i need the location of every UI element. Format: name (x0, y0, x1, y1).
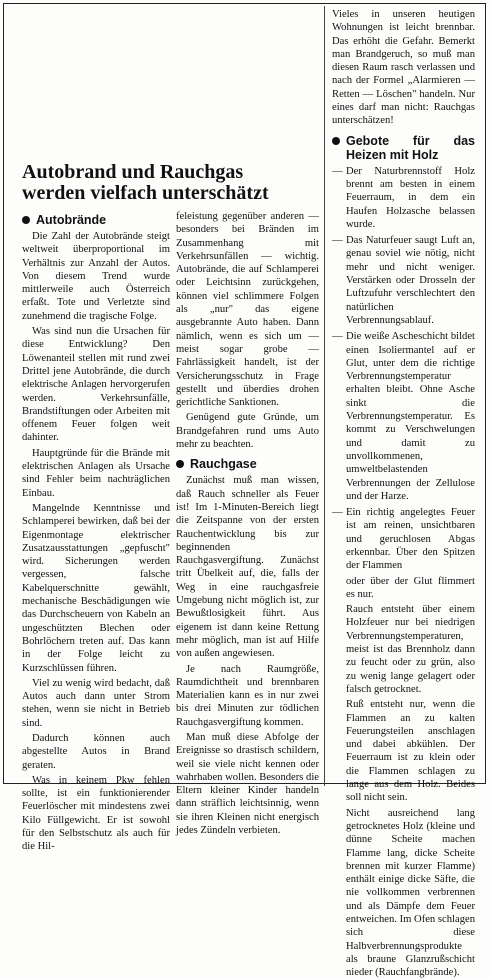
list-item: — Die weiße Ascheschicht bildet einen Isoliermantel auf er Glut, unter dem die richtige Verbrennungstemperatur erhalten bleibt. Ohne Asche sinkt die Verbrennungstemperatur. Es kommt zu Verschwelungen und damit zu unvollkommenen, umweltbelastenden Verbrennungen der Zellulose und der Harze. (332, 331, 475, 502)
section-title: Rauchgase (190, 457, 257, 472)
column-divider (324, 6, 325, 786)
paragraph: Man muß diese Abfolge der Ereignisse so drastisch schildern, weil sie viele nicht kennen oder wahrhaben wollen. Besonders die Eltern kleiner Kinder handeln dann sträflich leichtsinnig, wenn sie ihren Kleinen nicht energisch jedes Zündeln verbieten. (176, 731, 319, 837)
paragraph: Die Zahl der Autobrände steigt weltweit überproportional im Verhältnis zur Anzahl der Autos. Von diesem Trend wurde mittlerweile auch Österreich erfaßt. Tote und Verletzte sind zunehmend die tragische Folge. (22, 231, 170, 322)
paragraph: Zunächst muß man wissen, daß Rauch schneller als Feuer ist! Im 1-Minuten-Bereich liegt die Zeitspanne von der ersten Rauchentwicklung bis zur beginnenden Rauchgasvergiftung. Zunächst tritt Übelkeit auf, die, falls der Weg in eine rauchgasfreie Umgebung nicht möglich ist, zur Bewußtlosigkeit führt. Aus eigenem ist dann keine Rettung mehr möglich, man ist auf Hilfe von außen angewiesen. (176, 475, 319, 660)
paragraph: Hauptgründe für die Brände mit elektrischen Anlagen als Ursache sind Fehler beim nachträglichen Einbau. (22, 447, 170, 499)
column-1 (22, 210, 170, 854)
paragraph: Dadurch können auch abgestellte Autos in Brand geraten. (22, 732, 170, 771)
paragraph: Ruß entsteht nur, wenn die Flammen an zu kalten Feuerungsteilen anschlagen und dabei abkühlen. Der Feuerraum ist zu klein oder die Flammen schlagen zu lange aus dem Holz. Beides soll nicht sein. (346, 699, 475, 804)
column-3 (332, 8, 475, 979)
section-rauchgase (176, 457, 319, 471)
paragraph: Was sind nun die Ursachen für diese Entwicklung? Den Löwenanteil stellen mit rund zwei Drittel jene Autobrände, die durch elektrische Anlagen hervorgerufen werden. Verkehrsunfälle, Brandstiftungen oder Arbeiten mit offenem Feuer folgen weit dahinter. (22, 326, 170, 444)
column-2 (176, 210, 319, 837)
list-item: — Ein richtig angelegtes Feuer ist am reinen, unsichtbaren und geruchlosen Abgas erkennbar. Über den Spitzen der Flammen (332, 507, 475, 572)
section-gebote-heizen (332, 134, 475, 162)
headline: Autobrand und Rauchgas werden vielfach unterschätzt (22, 161, 269, 204)
section-autobraende (22, 213, 170, 227)
paragraph: Je nach Raumgröße, Raumdichtheit und brennbaren Materialien kann es in nur zwei bis drei Minuten zur tödlichen Rauchgasvergiftung kommen. (176, 663, 319, 728)
section-title: Gebote für das Heizen mit Holz (346, 133, 475, 162)
list-item: — Das Naturfeuer saugt Luft an, genau soviel wie nötig, nicht mehr und nicht weniger. Verstärken oder Drosseln der Luftzufuhr verschlechtert den natürlichen Verbrennungsablauf. (332, 235, 475, 326)
paragraph: oder über der Glut flimmert es nur. (346, 575, 475, 600)
list-item: — Der Naturbrennstoff Holz brennt am besten in einem Feuerraum, in dem ein Haufen Holzasche belassen wurde. (332, 165, 475, 230)
section-title: Autobrände (36, 213, 107, 227)
paragraph: Viel zu wenig wird bedacht, daß Autos auch dann unter Strom stehen, wenn sie nicht in Betrieb sind. (22, 677, 170, 729)
paragraph: Mangelnde Kenntnisse und Schlamperei bewirken, daß bei der Eigenmontage elektrischer Zusatzausstattungen „gepfuscht" wird. Sicherungen werden vergessen, falsche Kabelquerschnitte gewählt, mechanische Beschädigungen wie das Durchscheuern von Kabeln an ungeschützten Blechen oder Bohrlöchern treten auf. Das kann in der Folge leicht zu Kurzschlüssen führen. (22, 502, 170, 674)
paragraph: feleistung gegenüber anderen — besonders bei Bränden im Zusammenhang mit Verkehrsunfällen — wichtig. Autobrände, die auf Schlamperei oder Leichtsinn zurückgehen, können viel schlimmere Folgen als „nur" das eigene ausgebrannte Auto haben. Dann nämlich, wenn es sich um — meist sogar grobe — Fahrlässigkeit handelt, ist der Versicherungsschutz in Frage gestellt und überdies drohen gerichtliche Sanktionen. (176, 211, 319, 409)
paragraph: Vieles in unseren heutigen Wohnungen ist leicht brennbar. Das erhöht die Gefahr. Bemerkt man Brandgeruch, so muß man diesen Raum rasch verlassen und nach der Formel „Alarmieren — Retten — Löschen" handeln. Nur eines darf man nicht: Rauchgas unterschätzen! (332, 9, 475, 127)
bullet-icon (176, 460, 184, 468)
paragraph: Was in keinem Pkw fehlen sollte, ist ein funktionierender Feuerlöscher mit mindestens zwei Kilo Füllgewicht. Er ist sowohl für den Selbstschutz als auch für die Hil- (22, 774, 170, 853)
paragraph: Nicht ausreichend lang getrocknetes Holz (kleine und dünne Scheite machen Flamme lang, dicke Scheite brennen mit kurzer Flamme) enthält einige dicke Säfte, die nie vollkommen verbrennen und als Dämpfe dem Feuer entweichen. Im Ofen schlagen sich diese Halbverbrennungsprodukte als braune Glanzrußschicht nieder (Rauchfangbrände). (346, 807, 475, 979)
bullet-icon (332, 137, 340, 145)
paragraph: Rauch entsteht über einem Holzfeuer nur bei niedrigen Verbrennungstemperaturen, meist ist das Brennholz dann zu feucht oder zu grün, also zu wenig lange gelagert oder falsch getrocknet. (346, 604, 475, 695)
bullet-icon (22, 216, 30, 224)
paragraph: Genügend gute Gründe, um Brandgefahren rund ums Auto mehr zu beachten. (176, 412, 319, 451)
